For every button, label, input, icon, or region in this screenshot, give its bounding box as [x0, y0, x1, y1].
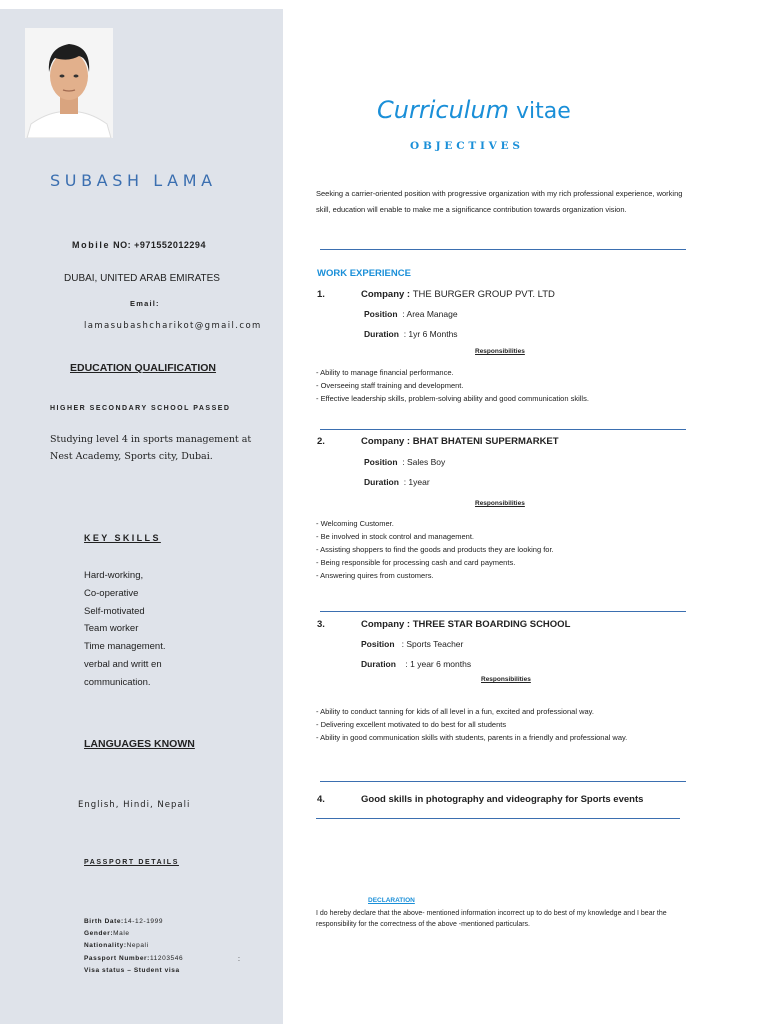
list-item: - Overseeing staff training and development.: [316, 381, 464, 390]
education-level: HIGHER SECONDARY SCHOOL PASSED: [50, 405, 231, 412]
responsibility-list: [316, 517, 554, 582]
job-duration: Duration : 1 year 6 months: [361, 659, 472, 669]
work-experience-heading: WORK EXPERIENCE: [317, 268, 411, 279]
job-position: Position : Area Manage: [364, 309, 458, 319]
full-name: SUBASH LAMA: [50, 171, 217, 190]
mobile-number: [72, 240, 206, 250]
list-item: - Ability to manage financial performance.: [316, 368, 454, 377]
email-address: lamasubashcharikot@gmail.com: [84, 321, 262, 331]
passport-details: [84, 916, 183, 977]
job-company: Company : THREE STAR BOARDING SCHOOL: [361, 619, 571, 630]
list-item: - Answering quires from customers.: [316, 571, 434, 580]
list-item: - Ability in good communication skills with students, parents in a friendly and professional way.: [316, 733, 628, 742]
responsibility-list: [316, 705, 627, 744]
profile-photo: [25, 28, 113, 138]
declaration-heading: DECLARATION: [368, 897, 415, 904]
languages-heading: LANGUAGES KNOWN: [84, 738, 195, 750]
responsibilities-label: Responsibilities: [475, 348, 525, 355]
responsibilities-label: Responsibilities: [475, 500, 525, 507]
list-item: - Effective leadership skills, problem-solving ability and good communication skills.: [316, 394, 589, 403]
objectives-text: Seeking a carrier-oriented position with progressive organization with my rich professional experience, working skill, education will enable to make me a significance contribution towards organization vision.: [316, 189, 683, 214]
responsibility-list: [316, 366, 589, 405]
passport-row: Gender:Male: [84, 930, 130, 938]
skill-item: Hard-working,: [84, 570, 144, 581]
passport-row: Nationality:Nepali: [84, 942, 149, 950]
item-number: 4.: [317, 794, 325, 805]
divider: [316, 818, 680, 819]
job-position: Position : Sports Teacher: [361, 639, 464, 649]
job-duration: Duration : 1year: [364, 477, 430, 487]
skills-heading: KEY SKILLS: [84, 533, 161, 543]
skill-item: Team worker: [84, 623, 139, 635]
divider: [320, 249, 686, 250]
objectives-heading: OBJECTIVES: [410, 140, 524, 152]
stray-colon: :: [238, 956, 240, 963]
passport-heading: PASSPORT DETAILS: [84, 859, 179, 866]
job-number: 1.: [317, 289, 325, 300]
languages-list: English, Hindi, Nepali: [78, 800, 191, 810]
divider: [320, 781, 686, 782]
skills-list: [84, 567, 166, 692]
divider: [320, 429, 686, 430]
document-title: Curriculum vitae: [377, 96, 571, 124]
list-item: - Being responsible for processing cash and card payments.: [316, 558, 516, 567]
mobile-label: Mobile: [72, 240, 111, 250]
email-label: Email:: [130, 299, 160, 308]
photography-skill: Good skills in photography and videography for Sports events: [361, 794, 644, 805]
list-item: - Ability to conduct tanning for kids of all level in a fun, excited and professional way.: [316, 707, 594, 716]
skill-item: Time management.: [84, 641, 166, 653]
job-position: Position : Sales Boy: [364, 457, 446, 467]
education-text: Studying level 4 in sports management at Nest Academy, Sports city, Dubai.: [50, 434, 252, 462]
list-item: - Welcoming Customer.: [316, 519, 394, 528]
sidebar: [0, 9, 283, 1024]
skill-item: communication.: [84, 676, 151, 688]
job-duration: Duration : 1yr 6 Months: [364, 329, 458, 339]
passport-row: Birth Date:14-12-1999: [84, 918, 164, 925]
list-item: - Be involved in stock control and management.: [316, 532, 475, 541]
skill-item: Self-motivated: [84, 605, 145, 617]
list-item: - Assisting shoppers to find the goods and products they are looking for.: [316, 545, 554, 554]
responsibilities-label: Responsibilities: [481, 676, 531, 683]
passport-row: Visa status – Student visa: [84, 966, 180, 974]
divider: [320, 611, 686, 612]
job-number: 2.: [317, 436, 325, 447]
passport-row: Passport Number:11203546: [84, 954, 184, 962]
mobile-value: NO: +971552012294: [113, 240, 206, 250]
skill-item: verbal and writt en: [84, 658, 162, 670]
address: DUBAI, UNITED ARAB EMIRATES: [64, 273, 220, 284]
education-heading: EDUCATION QUALIFICATION: [70, 362, 217, 374]
skill-item: Co-operative: [84, 587, 139, 599]
declaration-text: I do hereby declare that the above- mentioned information incorrect up to do best of my knowledge and I bear the responsibility for the correctness of the above -mentioned particulars.: [316, 910, 667, 928]
job-number: 3.: [317, 619, 325, 630]
list-item: - Delivering excellent motivated to do best for all students: [316, 720, 507, 729]
job-company: Company : THE BURGER GROUP PVT. LTD: [361, 289, 555, 300]
job-company: Company : BHAT BHATENI SUPERMARKET: [361, 436, 559, 447]
